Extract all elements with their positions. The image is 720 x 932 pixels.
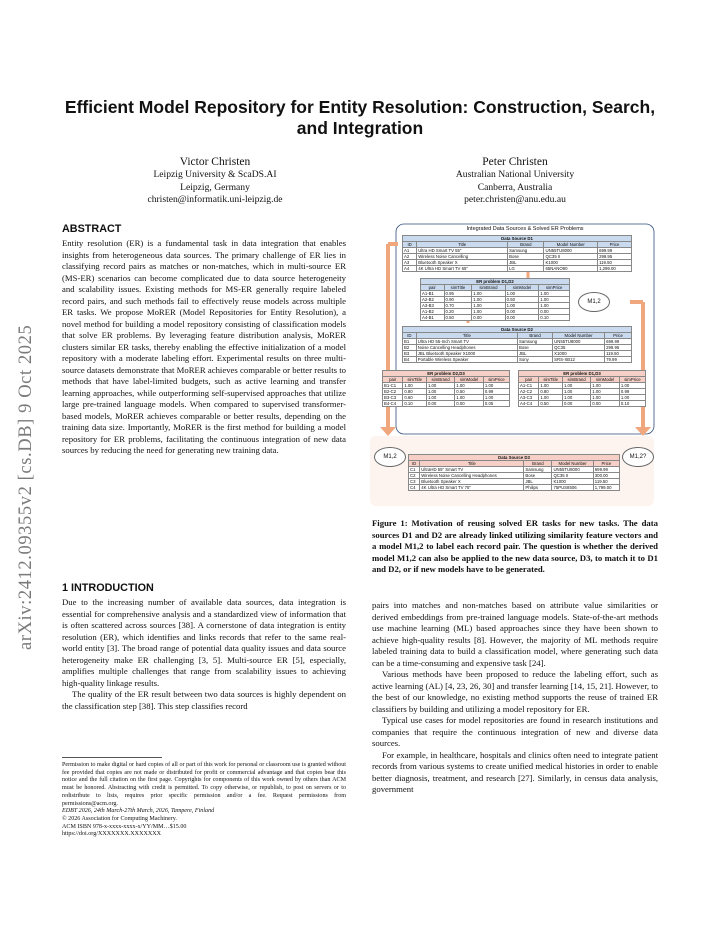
cell: Samsung	[508, 248, 544, 254]
cell: A1-C1	[519, 383, 539, 389]
table-d1	[402, 235, 632, 272]
table-row	[519, 401, 646, 407]
permission-text: Permission to make digital or hard copies of all or part of this work for personal or classroom use is granted without fee provided that copies are not made or distributed for profit or commercial advantage and that copies bear this notice and the full citation on the first page. Copyrights for components of this work owned by others than ACM must be honored. Abstracting with credit is permitted. To copy otherwise, or republish, to post on servers or to redistribute to lists, requires prior specific permission and/or a fee. Request permissions from permissions@acm.org.	[62, 762, 346, 807]
cell: A1-B2	[421, 309, 445, 315]
abstract-heading: ABSTRACT	[62, 223, 122, 235]
cell: 0.80	[539, 389, 563, 395]
table-d3	[408, 454, 620, 491]
cell: A3	[403, 260, 417, 266]
right-paragraph-1: pairs into matches and non-matches based on attribute value similarities or derived embeddings from pre-trained language models. State-of-the-art methods use machine learning (ML) based approaches since they have been shown to achieve high-quality results [8]. However, the majority of ML methods require labeled training data to build a classification model, where generating such data can be a time-consuming and expensive task [24].	[372, 600, 658, 668]
cell: C1	[409, 467, 420, 473]
cell: 0.00	[472, 315, 505, 321]
permission-footnote	[62, 762, 346, 839]
cell: JBL	[524, 479, 552, 485]
author-location: Canberra, Australia	[477, 181, 553, 193]
cell: B2	[403, 345, 417, 351]
abstract-text: Entity resolution (ER) is a fundamental task in data integration that enables insights from heterogeneous data sources. The primary challenge of ER lies in classifying record pairs as matches or non-matches, which in multi-source ER (MS-ER) scenarios can become complicated due to data source heterogeneity and scalability issues. Existing methods for MS-ER generally require labeled record pairs, and such methods fail to effectively reuse models across multiple ER tasks. We propose MoRER (Model Repositories for Entity Resolution), a novel method for building a model repository consisting of classification models that solve ER problems. By leveraging feature distribution analysis, MoRER clusters similar ER tasks, thereby enabling the effective initialization of a model repository with a moderate labeling effort. Experimental results on three multi-source datasets demonstrate that MoRER achieves comparable or better results to methods that have label-limited budgets, such as active learning and transfer learning approaches, while outperforming self-supervised approaches that utilize large pre-trained language models. When compared to supervised transformer-based models, MoRER achieves comparable or better results, depending on the training data size. Importantly, MoRER is the first method for building a model repository for ER problems, facilitating the continuous integration of new data sources by reducing the need for generating new training data.	[62, 238, 346, 455]
cell: 0.99	[483, 389, 509, 395]
right-arrow-head	[635, 427, 651, 436]
author-1	[100, 155, 330, 207]
author-location: Leipzig, Germany	[180, 181, 250, 193]
right-column-text	[372, 600, 658, 796]
cell: A4-B1	[421, 315, 445, 321]
cell: Bose	[517, 345, 552, 351]
cell: Wireless Noise Cancelling	[417, 254, 508, 260]
cell: JBL Bluetooth Speaker X1000	[416, 351, 517, 357]
cell: X1000	[553, 351, 605, 357]
cell: 1.00	[483, 395, 509, 401]
cell: 1.00	[472, 309, 505, 315]
cell: 1.00	[591, 383, 620, 389]
arxiv-identifier	[2, 240, 52, 650]
cell: Philips	[524, 485, 552, 491]
col-header: Brand	[524, 461, 552, 467]
cell: Bose	[524, 473, 552, 479]
col-header: ID	[403, 333, 417, 339]
cell: 1.00	[539, 291, 570, 297]
col-header: pair	[519, 377, 539, 383]
model-m12-left: M1,2	[374, 447, 406, 467]
col-header: pair	[421, 285, 445, 291]
cell: 0.99	[619, 389, 645, 395]
cell: 0.70	[444, 303, 472, 309]
cell: A2	[403, 254, 417, 260]
col-header: simPrice	[619, 377, 645, 383]
cell: 699.99	[593, 467, 619, 473]
table-er-problem-d1-d2	[420, 278, 570, 321]
cell: 1.00	[455, 395, 484, 401]
cell: 0.50	[505, 297, 539, 303]
cell: 1.00	[619, 383, 645, 389]
cell: A3-C3	[519, 395, 539, 401]
cell: 1.00	[539, 297, 570, 303]
table-caption: ER problem D2,D3	[383, 371, 510, 377]
cell: 1.00	[562, 383, 590, 389]
cell: 1.00	[562, 389, 590, 395]
cell: 119.50	[593, 479, 619, 485]
cell: 1.00	[403, 383, 427, 389]
cell: A2-C2	[519, 389, 539, 395]
cell: B2-C2	[383, 389, 403, 395]
cell: Bose	[508, 254, 544, 260]
cell: C3	[409, 479, 420, 485]
cell: QC35 II	[552, 473, 593, 479]
cell: JBL	[517, 351, 552, 357]
col-header: Model Number	[552, 461, 593, 467]
cell: 1.00	[426, 395, 454, 401]
cell: 1.00	[539, 395, 563, 401]
model-m12-question-right: M1,2?	[622, 447, 654, 467]
cell: 1,299.00	[598, 266, 632, 272]
col-header: simTitle	[444, 285, 472, 291]
cell: 0.50	[455, 389, 484, 395]
cell: Samsung	[524, 467, 552, 473]
cell: 0.20	[444, 309, 472, 315]
cell: Samsung	[517, 339, 552, 345]
col-header: ID	[409, 461, 420, 467]
cell: 1.00	[472, 303, 505, 309]
cell: 65NANO90	[544, 266, 598, 272]
cell: Wireless Noise Cancelling Headphones	[420, 473, 524, 479]
col-header: Price	[593, 461, 619, 467]
table-row	[403, 266, 632, 272]
cell: 0.00	[562, 401, 590, 407]
col-header: simModel	[455, 377, 484, 383]
cell: 1.00	[539, 383, 563, 389]
col-header: simPrice	[539, 285, 570, 291]
col-header: simBrand	[472, 285, 505, 291]
cell: 1.00	[619, 395, 645, 401]
col-header: simTitle	[403, 377, 427, 383]
col-header: simModel	[505, 285, 539, 291]
cell: A2-B2	[421, 297, 445, 303]
doi-link[interactable]: https://doi.org/XXXXXXX.XXXXXXX	[62, 831, 162, 838]
table-caption: Data Source D1	[403, 236, 632, 242]
table-caption: Data Source D2	[403, 327, 632, 333]
cell: B1-C1	[383, 383, 403, 389]
right-paragraph-2: Various methods have been proposed to reduce the labeling effort, such as active learning (AL) [4, 23, 26, 30] and transfer learning [14, 15, 21]. However, to the best of our knowledge, no existing method supports the reuse of trained ER classifiers by building and utilizing a model repository for ER.	[372, 669, 659, 714]
intro-heading: 1 INTRODUCTION	[62, 582, 154, 594]
cell: QC35 II	[544, 254, 598, 260]
cell: A4	[403, 266, 417, 272]
cell: 0.00	[505, 309, 539, 315]
table-row	[421, 315, 570, 321]
cell: 1.00	[455, 383, 484, 389]
table-caption: ER problem D1,D2	[421, 279, 570, 285]
cell: 79.99	[605, 357, 632, 363]
left-arrow-head	[380, 427, 396, 436]
cell: 4K Ultra HD Smart TV 65"	[417, 266, 508, 272]
cell: Sony	[517, 357, 552, 363]
isbn-line: ACM ISBN 978-x-xxxx-xxxx-x/YY/MM…$15.00	[62, 823, 187, 830]
cell: 0.50	[539, 401, 563, 407]
cell: 1.00	[483, 383, 509, 389]
cell: 299.95	[598, 254, 632, 260]
cell: Ultra HD 55-Inch Smart TV	[416, 339, 517, 345]
col-header: pair	[383, 377, 403, 383]
author-name: Victor Christen	[179, 156, 251, 168]
cell: C2	[409, 473, 420, 479]
col-header: Title	[416, 333, 517, 339]
cell: 1.00	[591, 389, 620, 395]
table-caption: Data Source D3	[409, 455, 620, 461]
author-email[interactable]: christen@informatik.uni-leipzig.de	[147, 194, 283, 205]
cell: UltraHD 55" Smart TV	[420, 467, 524, 473]
cell: 1.00	[591, 395, 620, 401]
cell: Bluetooth Speaker X	[417, 260, 508, 266]
col-header: Title	[420, 461, 524, 467]
author-affiliation: Leipzig University & ScaDS.AI	[153, 169, 277, 180]
cell: 0.00	[539, 309, 570, 315]
col-header: simModel	[591, 377, 620, 383]
cell: A1-B1	[421, 291, 445, 297]
arxiv-id-text: arXiv:2412.09355v2 [cs.DB] 9 Oct 2025	[16, 324, 36, 650]
cell: A3-B3	[421, 303, 445, 309]
cell: 1.00	[562, 395, 590, 401]
figure-1-caption: Figure 1: Motivation of reusing solved ER tasks for new tasks. The data sources D1 and D2 are already linked utilizing similarity feature vectors and a model M1,2 to label each record pair. The question is whether the derived model M1,2 can also be applied to the new data source, D3, to match it to D1 and D2, or if new models have to be generated.	[372, 518, 658, 574]
table-er-problem-d1-d3	[518, 370, 646, 407]
cell: Portable Wireless Speaker	[416, 357, 517, 363]
table-caption: ER problem D1,D3	[519, 371, 646, 377]
cell: JBL	[508, 260, 544, 266]
cell: 0.00	[455, 401, 484, 407]
cell: QC35	[553, 345, 605, 351]
author-affiliation: Australian National University	[455, 169, 575, 180]
cell: 299.95	[605, 345, 632, 351]
cell: 119.50	[605, 351, 632, 357]
cell: 1.00	[426, 383, 454, 389]
cell: B4	[403, 357, 417, 363]
cell: B1	[403, 339, 417, 345]
col-header: simPrice	[483, 377, 509, 383]
cell: 0.05	[483, 401, 509, 407]
cell: 1,799.00	[593, 485, 619, 491]
cell: 0.60	[403, 395, 427, 401]
conference-info: EDBT 2026, 24th March-27th March, 2026, Tampere, Finland	[62, 808, 215, 815]
cell: 699.99	[598, 248, 632, 254]
cell: 0.00	[591, 401, 620, 407]
cell: 75PUS8506	[552, 485, 593, 491]
col-header: Price	[598, 242, 632, 248]
col-header: simTitle	[539, 377, 563, 383]
col-header: Title	[417, 242, 508, 248]
col-header: simBrand	[426, 377, 454, 383]
col-header: Brand	[508, 242, 544, 248]
table-row	[383, 401, 510, 407]
cell: 0.10	[619, 401, 645, 407]
cell: 0.10	[539, 315, 570, 321]
cell: 1.00	[505, 291, 539, 297]
cell: 0.00	[505, 315, 539, 321]
cell: LG	[508, 266, 544, 272]
cell: Bluetooth Speaker X	[420, 479, 524, 485]
right-paragraph-4: For example, in healthcare, hospitals and clinics often need to integrate patient records from various systems to create unified medical histories in order to enable better diagnosis, treatment, and research [27]. Similarly, in census data analysis, government	[372, 749, 658, 794]
cell: A4-C4	[519, 401, 539, 407]
cell: A1	[403, 248, 417, 254]
author-name: Peter Christen	[482, 156, 548, 168]
model-m12: M1,2	[578, 292, 610, 312]
cell: 119.50	[598, 260, 632, 266]
cell: Noise Cancelling Headphones	[416, 345, 517, 351]
cell: 0.90	[444, 297, 472, 303]
cell: UN55TU8000	[552, 467, 593, 473]
figure-title: Integrated Data Sources & Solved ER Problems	[466, 226, 584, 232]
cell: SRS-XB12	[553, 357, 605, 363]
cell: UN55TU8000	[553, 339, 605, 345]
table-er-problem-d2-d3	[382, 370, 510, 407]
paper-title: Efficient Model Repository for Entity Resolution: Construction, Search, and Integration	[64, 97, 656, 138]
table-d2	[402, 326, 632, 363]
cell: 0.95	[444, 291, 472, 297]
cell: 0.50	[444, 315, 472, 321]
cell: K1000	[544, 260, 598, 266]
cell: B3	[403, 351, 417, 357]
table-row	[403, 357, 632, 363]
right-paragraph-3: Typical use cases for model repositories are found in research institutions and companies that require the continuous integration of new and diverse data sources.	[372, 715, 658, 748]
author-2	[400, 155, 630, 207]
cell: C4	[409, 485, 420, 491]
cell: 1.00	[426, 389, 454, 395]
cell: 1.00	[505, 303, 539, 309]
cell: 0.80	[403, 389, 427, 395]
cell: 1.00	[539, 303, 570, 309]
author-email[interactable]: peter.christen@anu.edu.au	[464, 194, 566, 205]
cell: B4-C4	[383, 401, 403, 407]
cell: 4K Ultra HD Smart TV 75"	[420, 485, 524, 491]
copyright-line: © 2026 Association for Computing Machinery.	[62, 815, 177, 822]
cell: 1.00	[472, 291, 505, 297]
cell: 699.99	[605, 339, 632, 345]
cell: 300.00	[593, 473, 619, 479]
cell: K1000	[552, 479, 593, 485]
figure-1	[368, 222, 658, 510]
cell: UN55TU8000	[544, 248, 598, 254]
cell: 0.10	[403, 401, 427, 407]
cell: Ultra HD Smart TV 55"	[417, 248, 508, 254]
cell: 0.00	[426, 401, 454, 407]
cell: 1.00	[472, 297, 505, 303]
intro-paragraph-1: Due to the increasing number of available data sources, data integration is essential for comprehensive analysis and a standardized view of information that is often scattered across sources [38]. A cornerstone of data integration is entity resolution (ER), which identifies and links records that refer to the same real-world entity [3]. The broad range of potential data quality issues and data source heterogeneity make ER challenging [3, 5]. Multi-source ER [5], especially, amplifies multiple challenges that range from scalability issues to achieving high-quality linkage results.	[62, 597, 346, 688]
col-header: Price	[605, 333, 632, 339]
footnote-rule	[62, 757, 162, 758]
table-row	[409, 485, 620, 491]
col-header: Model Number	[553, 333, 605, 339]
introduction-section	[62, 582, 346, 712]
col-header: Model Number	[544, 242, 598, 248]
cell: B3-C3	[383, 395, 403, 401]
abstract-section	[62, 223, 346, 457]
col-header: Brand	[517, 333, 552, 339]
col-header: ID	[403, 242, 417, 248]
col-header: simBrand	[562, 377, 590, 383]
intro-paragraph-2: The quality of the ER result between two data sources is highly dependent on the classification step [38]. This step classifies record	[62, 689, 346, 711]
